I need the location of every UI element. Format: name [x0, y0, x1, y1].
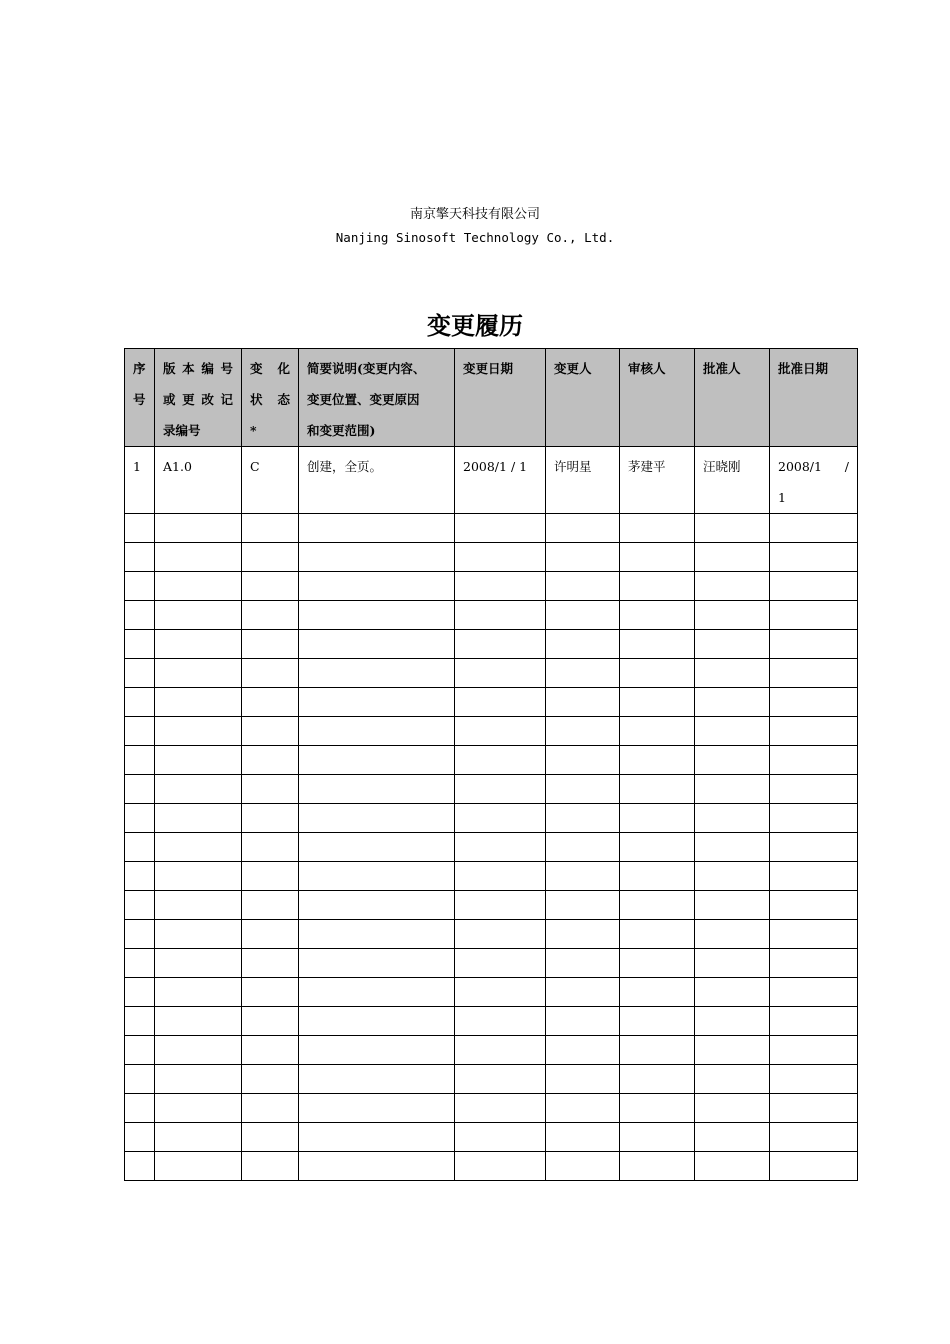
- table-cell: [155, 1152, 242, 1181]
- table-cell: [455, 746, 546, 775]
- cell-changer-text: 许明星: [554, 459, 592, 474]
- table-cell: [299, 920, 455, 949]
- table-cell: [546, 688, 620, 717]
- header-description-line: 和变更范围): [307, 423, 376, 438]
- table-cell: [620, 659, 695, 688]
- table-row: [125, 630, 858, 659]
- table-cell: [770, 514, 858, 543]
- table-row: [125, 572, 858, 601]
- table-cell: [155, 833, 242, 862]
- table-cell: [620, 746, 695, 775]
- table-cell: [620, 1152, 695, 1181]
- table-cell: [455, 688, 546, 717]
- table-row: [125, 1094, 858, 1123]
- header-description: [299, 349, 455, 447]
- table-row: [125, 833, 858, 862]
- table-cell: [125, 514, 155, 543]
- table-cell: [695, 1065, 770, 1094]
- table-cell: [770, 1007, 858, 1036]
- table-cell: [770, 572, 858, 601]
- table-cell: [546, 717, 620, 746]
- table-cell: [546, 804, 620, 833]
- table-cell: [299, 543, 455, 572]
- table-row: [125, 920, 858, 949]
- header-approve-date-label: 批准日期: [778, 361, 829, 376]
- table-cell: [546, 920, 620, 949]
- table-cell: [546, 1094, 620, 1123]
- table-cell: [155, 746, 242, 775]
- table-cell: [155, 1094, 242, 1123]
- table-cell: [299, 833, 455, 862]
- table-cell: [620, 1007, 695, 1036]
- table-cell: [455, 1065, 546, 1094]
- table-cell: [620, 543, 695, 572]
- table-cell: [299, 1152, 455, 1181]
- table-cell: [546, 949, 620, 978]
- table-cell: [125, 1094, 155, 1123]
- table-cell: [299, 688, 455, 717]
- cell-reviewer: [620, 447, 695, 514]
- table-cell: [620, 601, 695, 630]
- table-cell: [242, 601, 299, 630]
- table-row: [125, 1123, 858, 1152]
- table-cell: [770, 1152, 858, 1181]
- table-cell: [620, 978, 695, 1007]
- table-cell: [455, 543, 546, 572]
- table-cell: [242, 1007, 299, 1036]
- table-cell: [125, 891, 155, 920]
- table-cell: [242, 1036, 299, 1065]
- table-cell: [125, 1036, 155, 1065]
- table-cell: [242, 1094, 299, 1123]
- table-cell: [155, 1123, 242, 1152]
- table-cell: [546, 1036, 620, 1065]
- table-cell: [455, 891, 546, 920]
- table-cell: [299, 1007, 455, 1036]
- table-cell: [455, 949, 546, 978]
- table-cell: [770, 688, 858, 717]
- cell-changer: [546, 447, 620, 514]
- table-cell: [546, 891, 620, 920]
- table-cell: [125, 688, 155, 717]
- table-cell: [695, 833, 770, 862]
- table-cell: [546, 659, 620, 688]
- table-cell: [155, 1007, 242, 1036]
- table-cell: [299, 717, 455, 746]
- table-cell: [770, 1123, 858, 1152]
- table-cell: [546, 862, 620, 891]
- cell-version-text: A1.0: [163, 459, 192, 474]
- header-version: [155, 349, 242, 447]
- table-cell: [155, 862, 242, 891]
- table-cell: [125, 949, 155, 978]
- header-approve-date: [770, 349, 858, 447]
- table-cell: [242, 514, 299, 543]
- table-cell: [770, 1094, 858, 1123]
- table-row: [125, 1152, 858, 1181]
- table-cell: [125, 1007, 155, 1036]
- table-cell: [125, 601, 155, 630]
- header-changer: [546, 349, 620, 447]
- table-cell: [695, 514, 770, 543]
- table-cell: [695, 891, 770, 920]
- table-cell: [155, 630, 242, 659]
- table-cell: [695, 659, 770, 688]
- table-cell: [770, 949, 858, 978]
- table-cell: [242, 978, 299, 1007]
- table-header-row: [125, 349, 858, 447]
- change-history-table: [124, 348, 858, 1181]
- table-cell: [546, 775, 620, 804]
- table-cell: [455, 572, 546, 601]
- table-cell: [770, 601, 858, 630]
- table-cell: [242, 659, 299, 688]
- table-cell: [620, 1065, 695, 1094]
- table-cell: [155, 601, 242, 630]
- table-cell: [299, 1065, 455, 1094]
- table-cell: [546, 746, 620, 775]
- table-cell: [695, 775, 770, 804]
- table-cell: [242, 920, 299, 949]
- approve-date-line2: 1: [778, 490, 786, 505]
- table-row: [125, 978, 858, 1007]
- cell-state: [242, 447, 299, 514]
- table-row: [125, 775, 858, 804]
- company-name-en: Nanjing Sinosoft Technology Co., Ltd.: [335, 230, 615, 245]
- table-cell: [299, 1036, 455, 1065]
- table-cell: [455, 601, 546, 630]
- table-cell: [155, 1065, 242, 1094]
- approve-date-line1: [778, 451, 849, 482]
- header-changer-label: 变更人: [554, 361, 592, 376]
- header-state-line: *: [250, 423, 257, 438]
- cell-approver: [695, 447, 770, 514]
- table-cell: [455, 1036, 546, 1065]
- cell-change-date-text: 2008/1 / 1: [463, 459, 528, 474]
- header-seq-line: 号: [133, 392, 146, 407]
- table-cell: [242, 630, 299, 659]
- table-cell: [455, 717, 546, 746]
- table-cell: [455, 659, 546, 688]
- table-cell: [546, 630, 620, 659]
- table-cell: [155, 572, 242, 601]
- table-cell: [242, 1065, 299, 1094]
- table-cell: [125, 1123, 155, 1152]
- table-cell: [242, 1123, 299, 1152]
- table-cell: [125, 833, 155, 862]
- table-cell: [155, 804, 242, 833]
- table-cell: [242, 949, 299, 978]
- cell-reviewer-text: 茅建平: [628, 459, 666, 474]
- table-row: [125, 601, 858, 630]
- cell-approver-text: 汪晓刚: [703, 459, 741, 474]
- header-description-line: 简要说明(变更内容、: [307, 361, 426, 376]
- table-cell: [455, 775, 546, 804]
- table-cell: [455, 978, 546, 1007]
- table-cell: [242, 775, 299, 804]
- table-cell: [155, 717, 242, 746]
- table-cell: [455, 1007, 546, 1036]
- table-cell: [620, 833, 695, 862]
- table-cell: [546, 1007, 620, 1036]
- header-description-line: 变更位置、变更原因: [307, 392, 420, 407]
- cell-description-text: 创建，全页。: [307, 459, 383, 474]
- table-cell: [546, 514, 620, 543]
- cell-version: [155, 447, 242, 514]
- table-cell: [299, 862, 455, 891]
- approve-date-part: 2008/1: [778, 459, 822, 474]
- table-cell: [770, 833, 858, 862]
- table-cell: [455, 804, 546, 833]
- table-cell: [155, 688, 242, 717]
- table-cell: [299, 630, 455, 659]
- table-cell: [299, 804, 455, 833]
- table-cell: [770, 717, 858, 746]
- table-cell: [455, 862, 546, 891]
- table-cell: [546, 978, 620, 1007]
- table-cell: [125, 659, 155, 688]
- table-cell: [695, 804, 770, 833]
- table-cell: [155, 891, 242, 920]
- table-cell: [455, 1123, 546, 1152]
- table-cell: [299, 1094, 455, 1123]
- table-cell: [455, 920, 546, 949]
- table-cell: [242, 1152, 299, 1181]
- table-row: [125, 746, 858, 775]
- company-name-cn: 南京擎天科技有限公司: [409, 207, 540, 222]
- table-cell: [695, 920, 770, 949]
- header-seq: [125, 349, 155, 447]
- table-cell: [299, 746, 455, 775]
- table-cell: [125, 804, 155, 833]
- table-cell: [546, 1123, 620, 1152]
- table-cell: [695, 978, 770, 1007]
- table-cell: [242, 804, 299, 833]
- table-row: [125, 1065, 858, 1094]
- table-cell: [770, 746, 858, 775]
- cell-description: [299, 447, 455, 514]
- table-cell: [455, 514, 546, 543]
- table-row: [125, 717, 858, 746]
- table-cell: [620, 775, 695, 804]
- table-cell: [695, 862, 770, 891]
- table-cell: [620, 514, 695, 543]
- table-cell: [695, 949, 770, 978]
- table-cell: [299, 659, 455, 688]
- table-cell: [620, 1094, 695, 1123]
- table-cell: [770, 659, 858, 688]
- table-cell: [695, 717, 770, 746]
- table-cell: [620, 804, 695, 833]
- table-cell: [125, 920, 155, 949]
- table-cell: [546, 1152, 620, 1181]
- table-cell: [546, 572, 620, 601]
- table-cell: [125, 775, 155, 804]
- table-cell: [770, 920, 858, 949]
- table-row: [125, 1007, 858, 1036]
- cell-approve-date-content: [770, 447, 857, 513]
- table-cell: [455, 1094, 546, 1123]
- header-reviewer-label: 审核人: [628, 361, 666, 376]
- table-cell: [620, 630, 695, 659]
- table-cell: [299, 601, 455, 630]
- cell-approve-date: [770, 447, 858, 514]
- header-state-line: 变化: [250, 361, 290, 376]
- table-cell: [695, 572, 770, 601]
- table-cell: [125, 717, 155, 746]
- table-cell: [695, 1152, 770, 1181]
- table-row: [125, 862, 858, 891]
- table-cell: [455, 630, 546, 659]
- table-cell: [695, 543, 770, 572]
- table-row: [125, 804, 858, 833]
- table-row: [125, 891, 858, 920]
- cell-seq-text: 1: [133, 459, 141, 474]
- table-row: [125, 1036, 858, 1065]
- table-cell: [620, 1036, 695, 1065]
- table-cell: [695, 1007, 770, 1036]
- table-cell: [770, 804, 858, 833]
- table-cell: [242, 891, 299, 920]
- table-cell: [155, 978, 242, 1007]
- table-cell: [770, 630, 858, 659]
- table-cell: [695, 601, 770, 630]
- header-change-date-label: 变更日期: [463, 361, 514, 376]
- table-cell: [155, 659, 242, 688]
- header-version-line: 录编号: [163, 423, 201, 438]
- table-cell: [125, 746, 155, 775]
- table-cell: [695, 746, 770, 775]
- table-cell: [125, 978, 155, 1007]
- table-cell: [695, 1094, 770, 1123]
- table-cell: [155, 1036, 242, 1065]
- table-row: [125, 514, 858, 543]
- table-cell: [299, 572, 455, 601]
- table-row: [125, 688, 858, 717]
- table-cell: [155, 543, 242, 572]
- table-cell: [546, 1065, 620, 1094]
- table-cell: [155, 949, 242, 978]
- table-cell: [695, 630, 770, 659]
- table-cell: [125, 630, 155, 659]
- table-cell: [125, 1152, 155, 1181]
- table-cell: [620, 688, 695, 717]
- table-cell: [455, 833, 546, 862]
- table-cell: [695, 1036, 770, 1065]
- table-cell: [242, 572, 299, 601]
- document-title: 变更履历: [427, 311, 523, 340]
- header-version-line: 或更改记: [163, 392, 233, 407]
- table-cell: [620, 949, 695, 978]
- table-row: [125, 543, 858, 572]
- cell-seq: [125, 447, 155, 514]
- header-state: [242, 349, 299, 447]
- header-change-date: [455, 349, 546, 447]
- table-cell: [299, 514, 455, 543]
- table-row: [125, 949, 858, 978]
- header-reviewer: [620, 349, 695, 447]
- header-state-line: 状态: [250, 392, 290, 407]
- table-cell: [155, 514, 242, 543]
- table-cell: [770, 978, 858, 1007]
- table-cell: [242, 688, 299, 717]
- table-cell: [770, 775, 858, 804]
- table-cell: [299, 1123, 455, 1152]
- table-cell: [125, 862, 155, 891]
- table-cell: [155, 775, 242, 804]
- table-cell: [299, 978, 455, 1007]
- table-row: [125, 659, 858, 688]
- table-cell: [242, 746, 299, 775]
- table-cell: [242, 862, 299, 891]
- table-cell: [770, 1065, 858, 1094]
- approve-date-separator: /: [844, 459, 849, 474]
- table-cell: [155, 920, 242, 949]
- table-cell: [620, 572, 695, 601]
- header-version-line: 版本编号: [163, 361, 233, 376]
- table-row: [125, 447, 858, 514]
- table-cell: [299, 949, 455, 978]
- header-approver: [695, 349, 770, 447]
- table-cell: [242, 717, 299, 746]
- cell-change-date: [455, 447, 546, 514]
- table-cell: [546, 601, 620, 630]
- header-seq-line: 序: [133, 361, 146, 376]
- table-cell: [620, 717, 695, 746]
- cell-state-text: C: [250, 459, 260, 474]
- table-cell: [620, 920, 695, 949]
- table-cell: [770, 543, 858, 572]
- table-cell: [125, 572, 155, 601]
- table-cell: [125, 1065, 155, 1094]
- table-cell: [620, 862, 695, 891]
- table-cell: [770, 891, 858, 920]
- header-approver-label: 批准人: [703, 361, 741, 376]
- table-cell: [620, 1123, 695, 1152]
- table-cell: [695, 688, 770, 717]
- table-cell: [242, 543, 299, 572]
- table-cell: [770, 1036, 858, 1065]
- table-cell: [242, 833, 299, 862]
- table-cell: [299, 891, 455, 920]
- table-cell: [546, 543, 620, 572]
- table-cell: [770, 862, 858, 891]
- table-cell: [125, 543, 155, 572]
- table-cell: [546, 833, 620, 862]
- table-cell: [620, 891, 695, 920]
- table-cell: [695, 1123, 770, 1152]
- table-cell: [455, 1152, 546, 1181]
- table-cell: [299, 775, 455, 804]
